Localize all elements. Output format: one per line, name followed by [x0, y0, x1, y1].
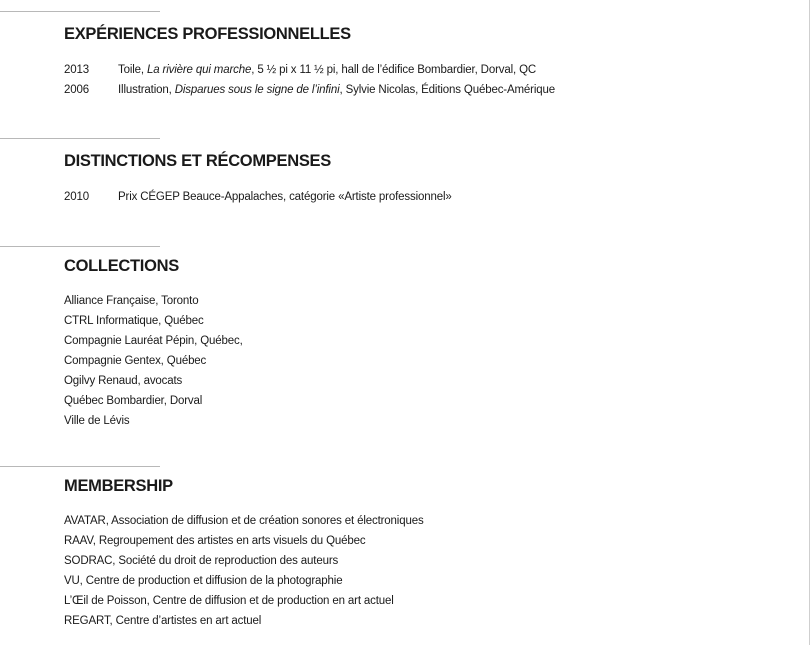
section-divider	[0, 466, 160, 467]
entry-suffix: , Sylvie Nicolas, Éditions Québec-Amérique	[339, 84, 555, 96]
experiences-list	[64, 60, 555, 100]
collections-list	[64, 291, 243, 431]
entry-year: 2010	[64, 191, 89, 203]
entry-suffix: , 5 ½ pi x 11 ½ pi, hall de l’édifice Bombardier, Dorval, QC	[251, 64, 537, 76]
entry-text	[118, 80, 555, 100]
entry-prefix: Toile,	[118, 64, 147, 76]
page-edge	[809, 0, 810, 645]
experience-entry	[64, 80, 555, 100]
artwork-title: La rivière qui marche	[147, 64, 252, 76]
distinction-entry	[64, 187, 452, 207]
entry-text	[118, 60, 536, 80]
list-item: Compagnie Lauréat Pépin, Québec,	[64, 335, 243, 347]
section-divider	[0, 11, 160, 12]
section-title-distinctions: DISTINCTIONS ET RÉCOMPENSES	[64, 152, 331, 170]
section-divider	[0, 246, 160, 247]
section-title-experiences: EXPÉRIENCES PROFESSIONNELLES	[64, 25, 351, 43]
list-item: RAAV, Regroupement des artistes en arts visuels du Québec	[64, 535, 366, 547]
membership-list	[64, 511, 424, 631]
list-item: Compagnie Gentex, Québec	[64, 355, 207, 367]
list-item: VU, Centre de production et diffusion de la photographie	[64, 575, 343, 587]
list-item: L’Œil de Poisson, Centre de diffusion et de production en art actuel	[64, 595, 394, 607]
entry-year: 2013	[64, 64, 89, 76]
list-item: Québec Bombardier, Dorval	[64, 395, 203, 407]
section-title-membership: MEMBERSHIP	[64, 477, 173, 495]
experience-entry	[64, 60, 555, 80]
book-title: Disparues sous le signe de l’infini	[174, 84, 340, 96]
list-item: CTRL Informatique, Québec	[64, 315, 204, 327]
list-item: Ville de Lévis	[64, 415, 130, 427]
entry-prefix: Illustration,	[118, 84, 175, 96]
list-item: AVATAR, Association de diffusion et de création sonores et électroniques	[64, 515, 424, 527]
entry-text: Prix CÉGEP Beauce-Appalaches, catégorie «Artiste professionnel»	[118, 191, 452, 203]
section-title-collections: COLLECTIONS	[64, 257, 179, 275]
distinctions-list	[64, 187, 452, 207]
section-divider	[0, 138, 160, 139]
list-item: Alliance Française, Toronto	[64, 295, 199, 307]
entry-year: 2006	[64, 84, 89, 96]
list-item: SODRAC, Société du droit de reproduction des auteurs	[64, 555, 339, 567]
list-item: Ogilvy Renaud, avocats	[64, 375, 183, 387]
list-item: REGART, Centre d’artistes en art actuel	[64, 615, 262, 627]
